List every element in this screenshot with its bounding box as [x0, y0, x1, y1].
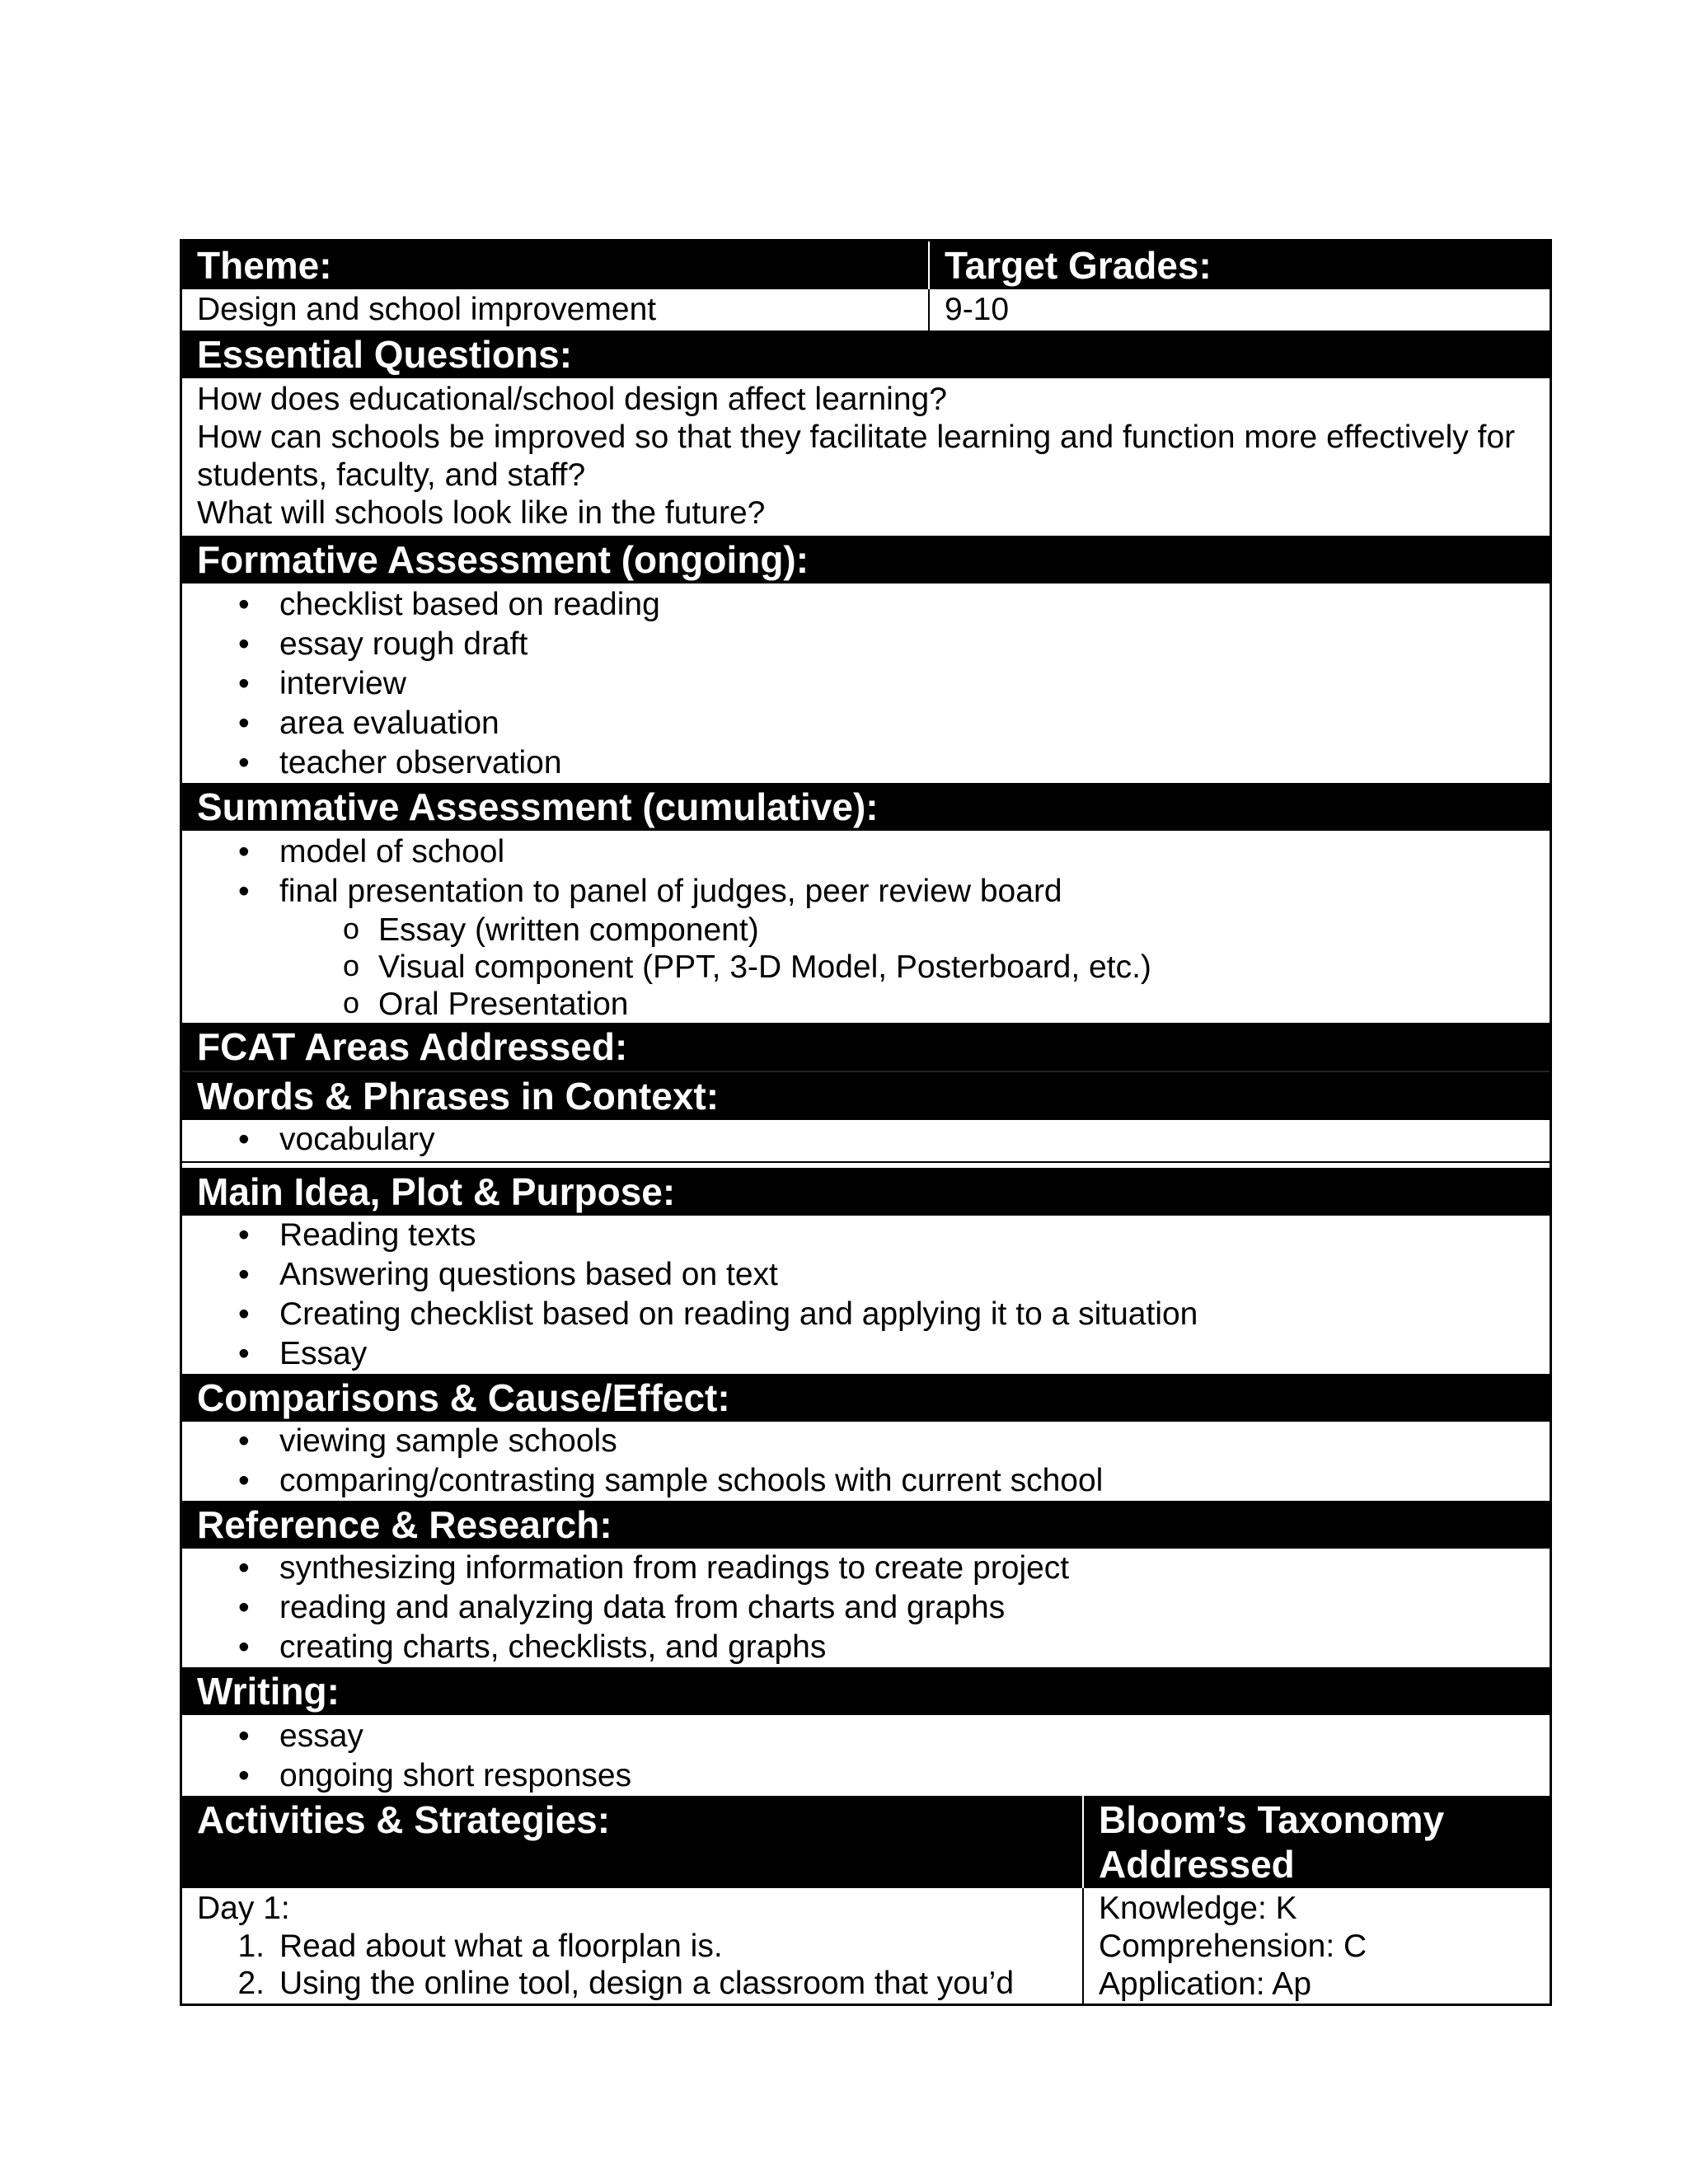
blooms-item: Application: Ap	[1099, 1966, 1312, 2002]
step-text: Read about what a floorplan is.	[279, 1929, 723, 1964]
comparisons-list	[182, 1422, 1550, 1501]
essential-question: How does educational/school design affect learning?	[197, 382, 947, 417]
essential-question: How can schools be improved so that they facilitate learning and function more effectively for students, faculty, and staff?	[197, 419, 1516, 493]
target-grades-value: 9-10	[928, 289, 1550, 330]
words-phrases-list	[182, 1120, 1550, 1163]
list-item: • comparing/contrasting sample schools with current school	[182, 1461, 1550, 1501]
list-item: • final presentation to panel of judges, peer review board	[182, 872, 1550, 912]
activities-body-row	[182, 1888, 1550, 2004]
list-item: • interview	[182, 664, 1550, 704]
words-phrases-header: Words & Phrases in Context:	[182, 1072, 1550, 1120]
essential-question: What will schools look like in the future?	[197, 495, 766, 531]
reference-research-list	[182, 1549, 1550, 1667]
list-item: • Essay	[182, 1334, 1550, 1374]
list-item: • viewing sample schools	[182, 1422, 1550, 1461]
sublist-item: o Essay (written component)	[182, 912, 1550, 949]
list-item: • Creating checklist based on reading and applying it to a situation	[182, 1295, 1550, 1334]
comparisons-header: Comparisons & Cause/Effect:	[182, 1374, 1550, 1422]
step-text: Using the online tool, design a classroom that you’d	[279, 1966, 1015, 2001]
list-item	[182, 1965, 1082, 2002]
theme-header-row	[182, 241, 1550, 289]
target-grades-label: Target Grades:	[928, 241, 1550, 289]
list-item: • essay rough draft	[182, 625, 1550, 664]
blooms-item: Knowledge: K	[1099, 1891, 1297, 1926]
formative-assessment-header: Formative Assessment (ongoing):	[182, 536, 1550, 583]
reference-research-header: Reference & Research:	[182, 1501, 1550, 1549]
sublist-item: o Visual component (PPT, 3-D Model, Posterboard, etc.)	[182, 949, 1550, 986]
activities-body	[182, 1888, 1082, 2004]
list-item: • model of school	[182, 832, 1550, 872]
blooms-header: Bloom’s Taxonomy Addressed	[1082, 1796, 1550, 1888]
main-idea-list	[182, 1216, 1550, 1374]
theme-label: Theme:	[197, 244, 332, 287]
theme-value-row	[182, 289, 1550, 330]
list-item: • teacher observation	[182, 743, 1550, 783]
list-item: • ongoing short responses	[182, 1756, 1550, 1796]
writing-list	[182, 1715, 1550, 1796]
blooms-body	[1082, 1888, 1550, 2004]
theme-value: Design and school improvement	[197, 292, 657, 327]
activities-header-row	[182, 1796, 1550, 1888]
list-item: • area evaluation	[182, 704, 1550, 743]
list-item: • reading and analyzing data from charts and graphs	[182, 1588, 1550, 1628]
essential-questions-header: Essential Questions:	[182, 330, 1550, 378]
blooms-item: Comprehension: C	[1099, 1929, 1367, 1964]
list-item: • essay	[182, 1717, 1550, 1756]
lesson-plan-table	[180, 239, 1552, 2006]
list-item	[182, 1928, 1082, 1965]
essential-questions-body	[182, 378, 1550, 536]
list-item: • checklist based on reading	[182, 585, 1550, 625]
summative-sublist	[182, 912, 1550, 1023]
list-item: • Answering questions based on text	[182, 1255, 1550, 1295]
summative-assessment-header: Summative Assessment (cumulative):	[182, 783, 1550, 831]
formative-assessment-list	[182, 583, 1550, 783]
list-item: • vocabulary	[182, 1120, 1550, 1160]
list-item: • Reading texts	[182, 1216, 1550, 1255]
activities-day: Day 1:	[197, 1891, 290, 1926]
main-idea-header: Main Idea, Plot & Purpose:	[182, 1168, 1550, 1216]
step-number: 1.	[237, 1929, 265, 1964]
summative-assessment-list	[182, 831, 1550, 912]
activities-steps	[182, 1928, 1082, 2002]
step-number: 2.	[237, 1966, 265, 2001]
sublist-item: o Oral Presentation	[182, 986, 1550, 1023]
activities-header: Activities & Strategies:	[197, 1798, 611, 1841]
writing-header: Writing:	[182, 1667, 1550, 1715]
list-item: • creating charts, checklists, and graphs	[182, 1628, 1550, 1667]
fcat-areas-header: FCAT Areas Addressed:	[182, 1023, 1550, 1071]
list-item: • synthesizing information from readings to create project	[182, 1549, 1550, 1588]
